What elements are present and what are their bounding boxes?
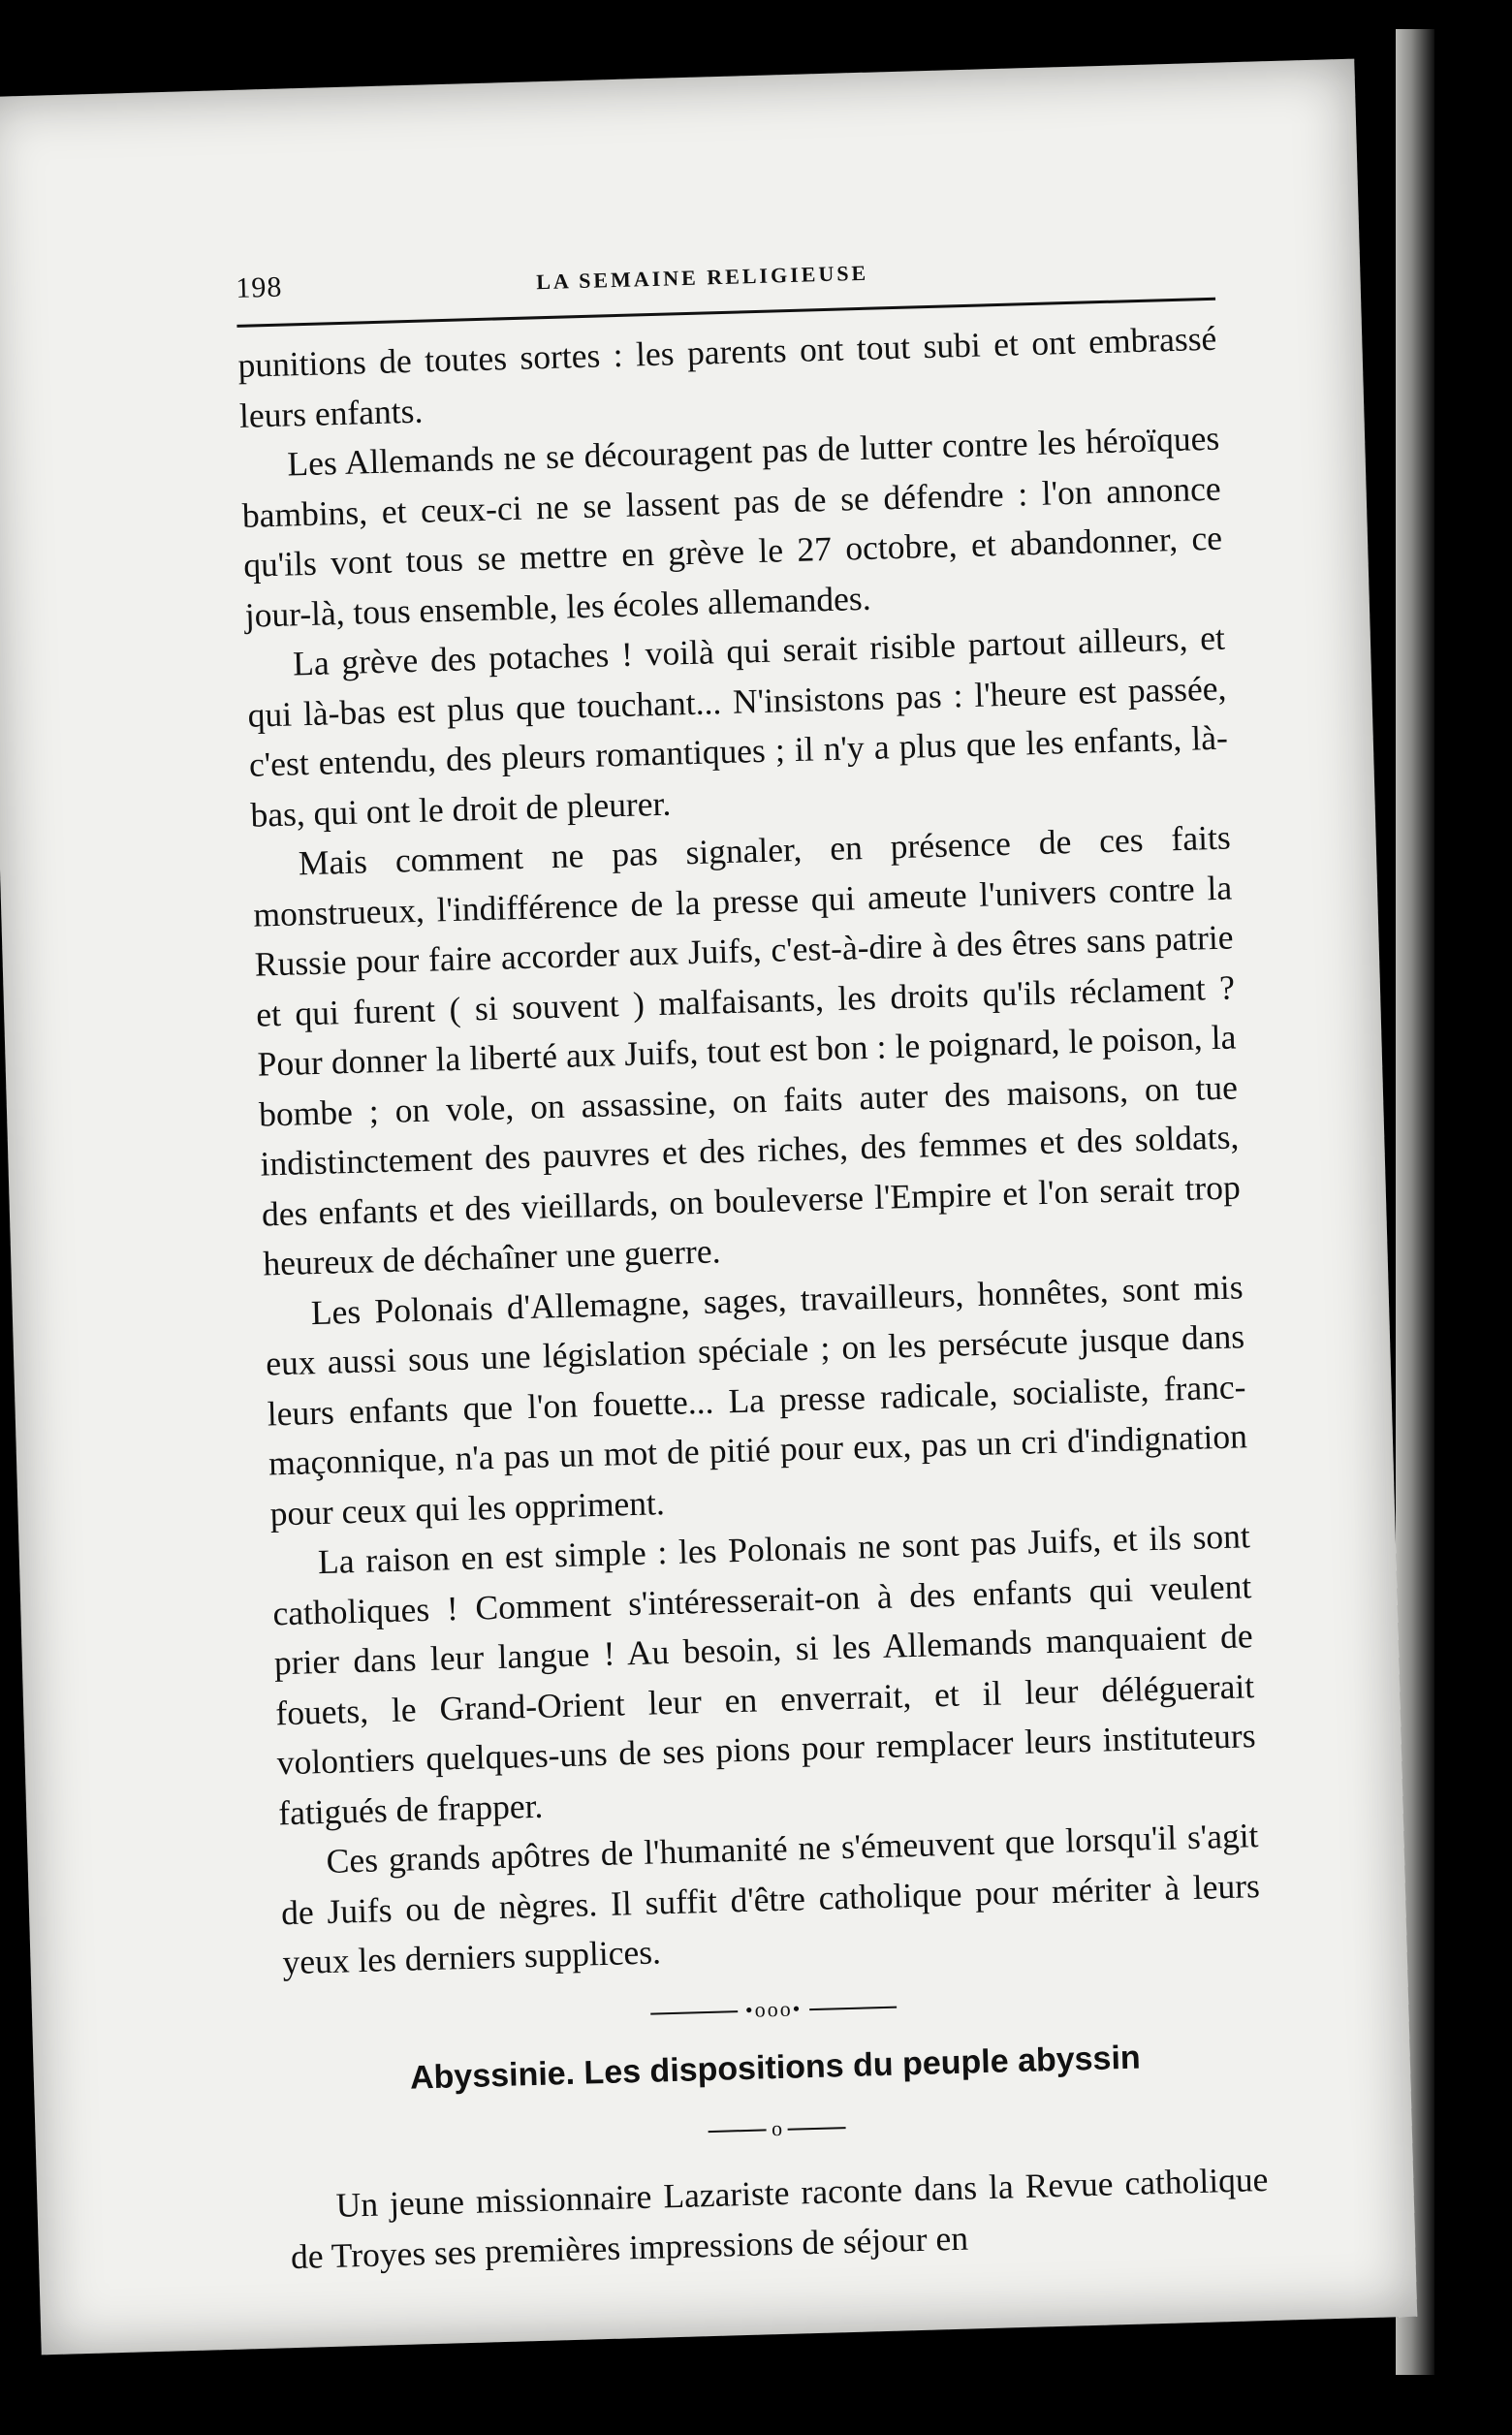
page-number: 198: [235, 270, 283, 304]
paragraph: Les Allemands ne se découragent pas de lutter contre les héroïques bambins, et ceux-ci ne se lassent pas de se défendre : l'on annonce qu'ils vont tous se mettre en grève le 27 octobre, et abandonner, ce jour-là, tous ensemble, les écoles allemandes.: [241, 418, 1223, 635]
ornament-rule-left: [651, 2011, 739, 2016]
section-heading: Abyssinie. Les dispositions du peuple abyssin: [409, 2039, 1142, 2097]
mark-glyph: o: [771, 2115, 783, 2140]
running-header: [236, 237, 1215, 328]
paragraph: Les Polonais d'Allemagne, sages, travailleurs, honnêtes, sont mis eux aussi sous une législation spéciale ; on les persécute jusque dans leurs enfants que l'on fouette... La presse radicale, socialiste, franc-maçonnique, n'a pas un mot de pitié pour eux, pas un cri d'indignation pour ceux qui les oppriment.: [265, 1266, 1248, 1533]
article-body: [237, 314, 1271, 2282]
journal-title: LA SEMAINE RELIGIEUSE: [535, 260, 869, 295]
mark-rule-left: [709, 2130, 767, 2134]
paragraph: La grève des potaches ! voilà qui serait risible partout ailleurs, et qui là-bas est plus que touchant... N'insistons pas : l'heure est passée, c'est entendu, des pleurs romantiques ; il n'y a plus que les enfants, là-bas, qui ont le droit de pleurer.: [247, 617, 1229, 835]
book-page: [0, 59, 1417, 2356]
paragraph: Ces grands apôtres de l'humanité ne s'émeuvent que lorsqu'il s'agit de Juifs ou de nègres. Il suffit d'être catholique pour mériter à leurs yeux les derniers supplices.: [280, 1816, 1261, 1982]
ornament-rule-right: [809, 2007, 897, 2011]
mark-rule-right: [788, 2128, 846, 2132]
page-content: [236, 237, 1271, 2282]
ornament-glyph: •ooo•: [744, 1995, 803, 2022]
paragraph: Mais comment ne pas signaler, en présence de ces faits monstrueux, l'indifférence de la presse qui ameute l'univers contre la Russie pour faire accorder aux Juifs, c'est-à-dire à des êtres sans patrie et qui furent ( si souvent ) malfaisants, les droits qu'ils réclament ? Pour donner la liberté aux Juifs, tout est bon : le poignard, le poison, la bombe ; on vole, on assassine, on faits auter des maisons, on tue indistinctement des pauvres et des riches, des femmes et des soldats, des enfants et des vieillards, on bouleverse l'Empire et l'on serait trop heureux de déchaîner une guerre.: [252, 817, 1242, 1283]
paragraph: La raison en est simple : les Polonais ne sont pas Juifs, et ils sont catholiques ! Comment s'intéresserait-on à des enfants qui veulent prier dans leur langue ! Au besoin, si les Allemands manquaient de fouets, le Grand-Orient leur en enverrait, et il leur déléguerait volontiers quelques-uns de ses pions pour remplacer leurs instituteurs fatigués de frapper.: [271, 1516, 1257, 1832]
section-opening-paragraph: Un jeune missionnaire Lazariste raconte dans la Revue catholique de Troyes ses premières impressions de séjour en: [290, 2159, 1269, 2276]
paragraph-continued: punitions de toutes sortes : les parents ont tout subi et ont embrassé leurs enfants.: [237, 318, 1217, 435]
